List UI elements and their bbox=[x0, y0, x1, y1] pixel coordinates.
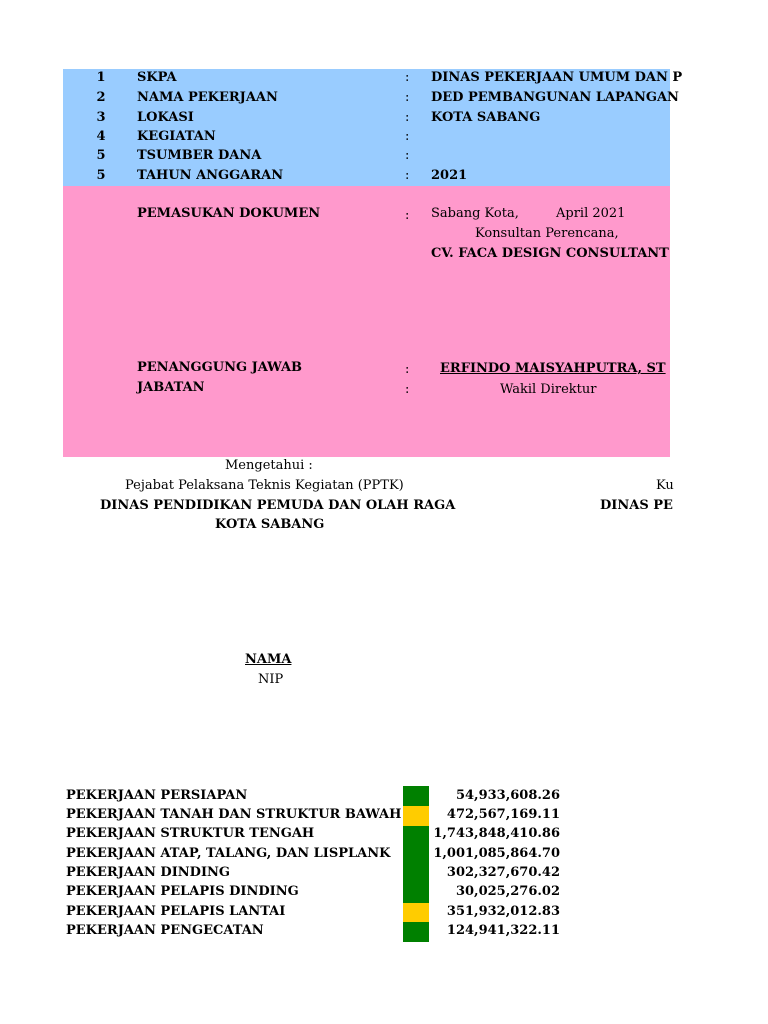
right-official-title-partial: Ku bbox=[656, 478, 674, 493]
right-agency-partial: DINAS PE bbox=[600, 498, 673, 513]
work-item-value: 1,001,085,864.70 bbox=[433, 846, 560, 861]
row-colon: : bbox=[405, 168, 410, 183]
work-item-color-marker bbox=[403, 884, 429, 904]
row-number: 5 bbox=[96, 148, 106, 163]
work-item-color-marker bbox=[403, 845, 429, 865]
row-number: 1 bbox=[96, 70, 106, 85]
work-item-name: PEKERJAAN PENGECATAN bbox=[66, 923, 264, 938]
row-label: TAHUN ANGGARAN bbox=[137, 168, 284, 183]
header-row bbox=[0, 110, 670, 126]
header-row bbox=[0, 168, 670, 184]
row-colon: : bbox=[405, 70, 410, 85]
work-item-color-marker bbox=[403, 922, 429, 942]
row-colon: : bbox=[405, 110, 410, 125]
work-item-value: 124,941,322.11 bbox=[446, 923, 560, 938]
position-colon: : bbox=[405, 382, 410, 397]
row-label: KEGIATAN bbox=[137, 129, 216, 144]
row-colon: : bbox=[405, 148, 410, 163]
work-item-value: 30,025,276.02 bbox=[455, 884, 560, 899]
row-number: 2 bbox=[96, 90, 106, 105]
work-item-name: PEKERJAAN ATAP, TALANG, DAN LISPLANK bbox=[66, 846, 391, 861]
responsible-label: PENANGGUNG JAWAB bbox=[137, 360, 303, 375]
work-item-color-marker bbox=[403, 806, 429, 826]
row-label: TSUMBER DANA bbox=[137, 148, 262, 163]
row-label: NAMA PEKERJAAN bbox=[137, 90, 278, 105]
work-item-value: 302,327,670.42 bbox=[446, 865, 560, 880]
work-item-value: 472,567,169.11 bbox=[446, 807, 560, 822]
official-title: Pejabat Pelaksana Teknis Kegiatan (PPTK) bbox=[125, 478, 404, 493]
header-row bbox=[0, 129, 670, 145]
row-colon: : bbox=[405, 129, 410, 144]
row-label: LOKASI bbox=[137, 110, 194, 125]
work-item-value: 351,932,012.83 bbox=[446, 904, 560, 919]
month-year: April 2021 bbox=[556, 206, 626, 221]
work-item-name: PEKERJAAN STRUKTUR TENGAH bbox=[66, 826, 315, 841]
work-item-value: 1,743,848,410.86 bbox=[433, 826, 560, 841]
row-colon: : bbox=[405, 90, 410, 105]
place-date: Sabang Kota, bbox=[431, 206, 519, 221]
consultant-role: Konsultan Perencana, bbox=[475, 226, 619, 241]
submission-label: PEMASUKAN DOKUMEN bbox=[137, 206, 321, 221]
work-item-name: PEKERJAAN DINDING bbox=[66, 865, 231, 880]
work-item-name: PEKERJAAN PERSIAPAN bbox=[66, 788, 248, 803]
responsible-colon: : bbox=[405, 362, 410, 377]
work-item-name: PEKERJAAN TANAH DAN STRUKTUR BAWAH bbox=[66, 807, 402, 822]
row-number: 5 bbox=[96, 168, 106, 183]
row-number: 4 bbox=[96, 129, 106, 144]
header-row bbox=[0, 70, 683, 86]
row-value: 2021 bbox=[431, 168, 468, 183]
work-item-color-marker bbox=[403, 786, 429, 806]
position-label: JABATAN bbox=[137, 380, 205, 395]
row-label: SKPA bbox=[137, 70, 177, 85]
row-number: 3 bbox=[96, 110, 106, 125]
work-item-color-marker bbox=[403, 826, 429, 846]
work-item-value: 54,933,608.26 bbox=[455, 788, 560, 803]
known-by: Mengetahui : bbox=[225, 458, 313, 473]
row-value: KOTA SABANG bbox=[431, 110, 541, 125]
signer-name-label: NAMA bbox=[245, 652, 292, 667]
responsible-name: ERFINDO MAISYAHPUTRA, ST bbox=[440, 361, 666, 376]
row-value: DED PEMBANGUNAN LAPANGAN bbox=[431, 90, 679, 105]
row-value: DINAS PEKERJAAN UMUM DAN P bbox=[431, 70, 683, 85]
work-item-name: PEKERJAAN PELAPIS LANTAI bbox=[66, 904, 286, 919]
header-row bbox=[0, 90, 679, 106]
position-value: Wakil Direktur bbox=[500, 382, 597, 397]
agency-line-2: KOTA SABANG bbox=[215, 517, 325, 532]
agency-line-1: DINAS PENDIDIKAN PEMUDA DAN OLAH RAGA bbox=[100, 498, 456, 513]
work-item-color-marker bbox=[403, 903, 429, 923]
consultant-company: CV. FACA DESIGN CONSULTANT bbox=[431, 246, 669, 261]
submission-colon: : bbox=[405, 208, 410, 223]
header-row bbox=[0, 148, 670, 164]
work-item-color-marker bbox=[403, 864, 429, 884]
signer-nip-label: NIP bbox=[258, 672, 284, 687]
work-item-name: PEKERJAAN PELAPIS DINDING bbox=[66, 884, 299, 899]
